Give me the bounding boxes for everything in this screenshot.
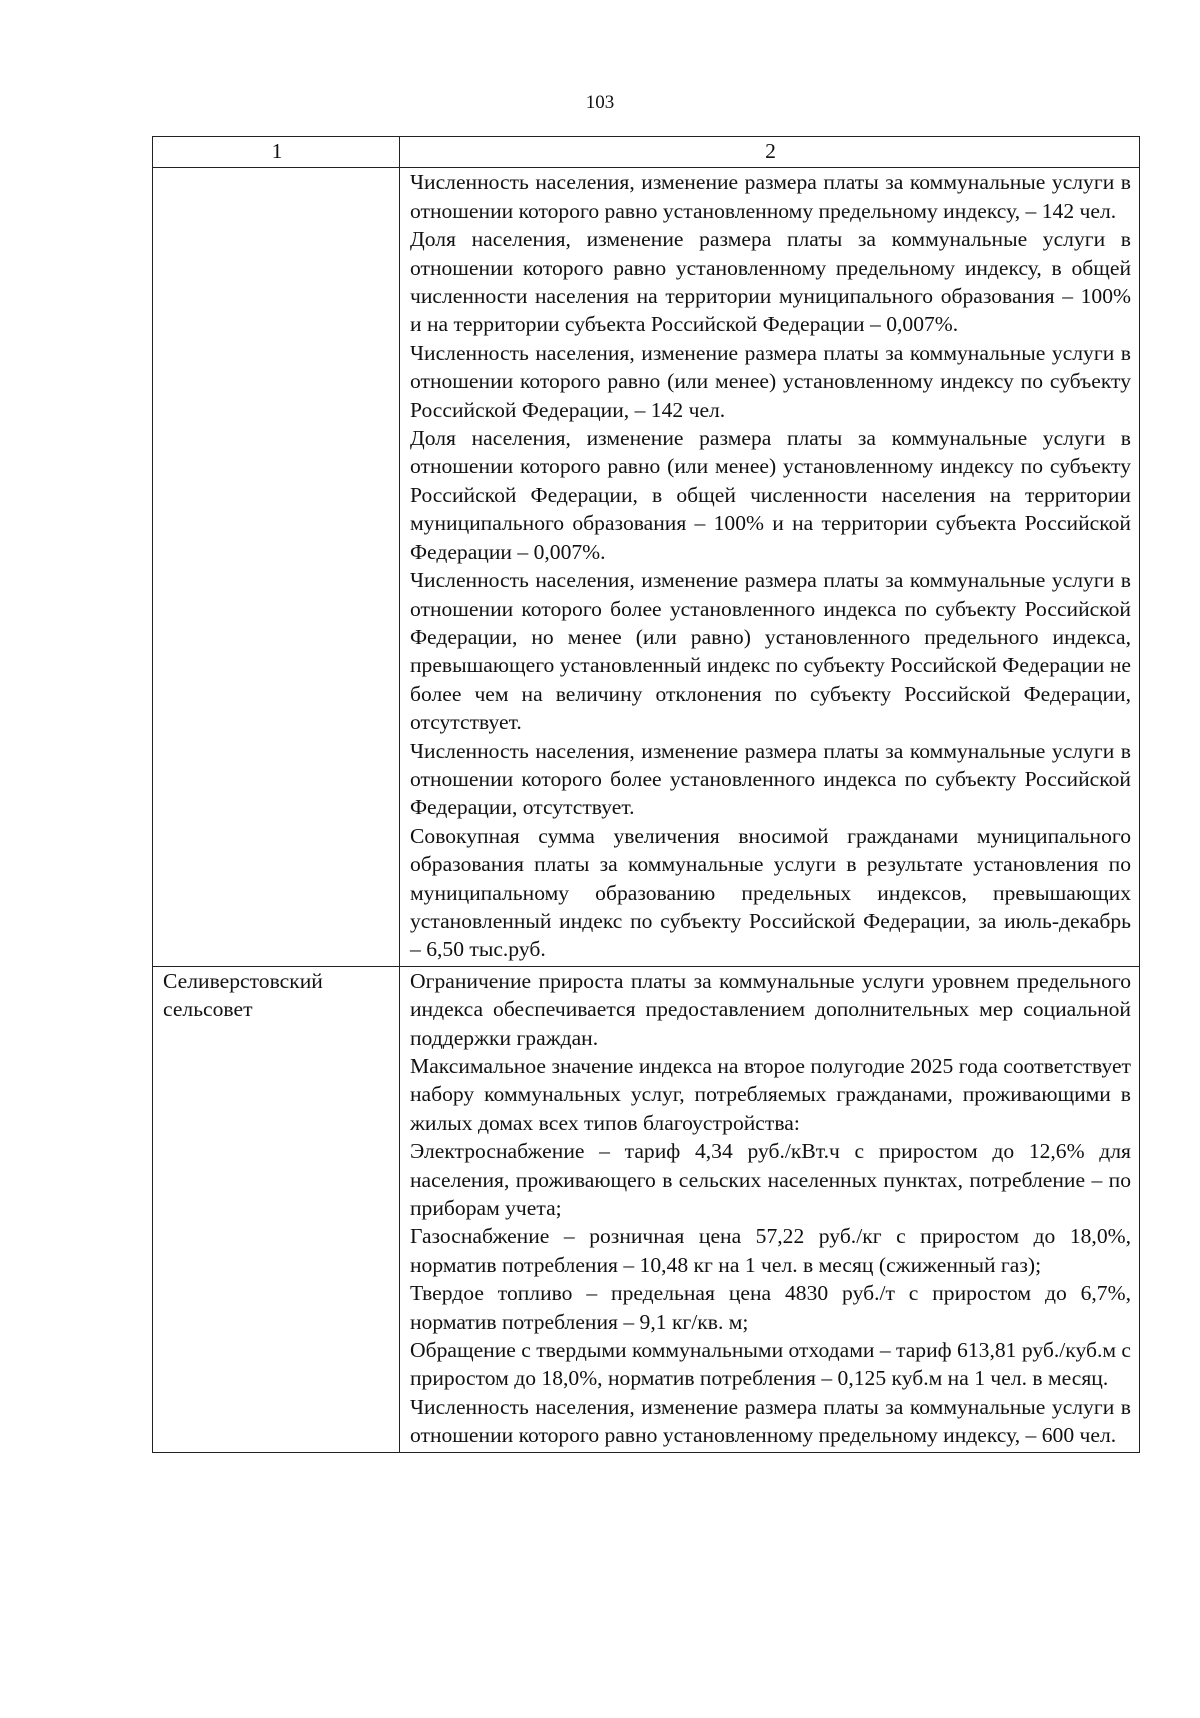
row-label-municipality [153, 966, 400, 1452]
page-number: 103 [585, 92, 615, 113]
paragraph: Численность населения, изменение размера платы за коммунальные услуги в отношении которого равно установленному предельному индексу, – 600 чел. [410, 1394, 1131, 1448]
paragraph: Численность населения, изменение размера платы за коммунальные услуги в отношении которого более установленного индекса по субъекту Российской Федерации, отсутствует. [410, 738, 1131, 820]
paragraph: Численность населения, изменение размера платы за коммунальные услуги в отношении которого равно установленному предельному индексу, – 142 чел. [410, 170, 1131, 223]
table-row [153, 168, 1140, 966]
row-content [400, 966, 1140, 1452]
paragraph: Численность населения, изменение размера платы за коммунальные услуги в отношении которого более установленного индекса по субъекту Российской Федерации, но менее (или равно) установленного предельного индекса, превышающего установленный индекс по субъекту Российской Федерации не более чем на величину отклонения по субъекту Российской Федерации, отсутствует. [410, 568, 1131, 735]
municipality-type: сельсовет [163, 997, 253, 1022]
paragraph: Максимальное значение индекса на второе полугодие 2025 года соответствует набору коммунальных услуг, потребляемых гражданами, проживающими в жилых домах всех типов благоустройства: [410, 1054, 1131, 1135]
paragraph: Численность населения, изменение размера платы за коммунальные услуги в отношении которого равно (или менее) установленному индексу по субъекту Российской Федерации, – 142 чел. [410, 340, 1131, 422]
paragraph: Доля населения, изменение размера платы за коммунальные услуги в отношении которого равно установленному предельному индексу, в общей численности населения на территории муниципального образования – 100% и на территории субъекта Российской Федерации – 0,007%. [410, 227, 1131, 337]
municipality-name: Селиверстовский [163, 968, 323, 993]
paragraph: Совокупная сумма увеличения вносимой гражданами муниципального образования платы за коммунальные услуги в результате установления по муниципальному образованию предельных индексов, превышающих установленный индекс по субъекту Российской Федерации, за июль-декабрь – 6,50 тыс.руб. [410, 823, 1131, 962]
data-table [152, 136, 1140, 1453]
column-header-1: 1 [153, 137, 400, 168]
row-label-empty [153, 168, 400, 966]
paragraph: Твердое топливо – предельная цена 4830 руб./т с приростом до 6,7%, норматив потребления – 9,1 кг/кв. м; [410, 1281, 1131, 1334]
paragraph: Ограничение прироста платы за коммунальные услуги уровнем предельного индекса обеспечивается предоставлением дополнительных мер социальной поддержки граждан. [410, 968, 1131, 1050]
table-header-row [153, 137, 1140, 168]
paragraph: Доля населения, изменение размера платы за коммунальные услуги в отношении которого равно (или менее) установленному индексу по субъекту Российской Федерации, в общей численности населения на территории муниципального образования – 100% и на территории субъекта Российской Федерации – 0,007%. [410, 426, 1131, 564]
column-header-2: 2 [400, 137, 1140, 168]
paragraph: Газоснабжение – розничная цена 57,22 руб./кг с приростом до 18,0%, норматив потребления – 10,48 кг на 1 чел. в месяц (сжиженный газ); [410, 1224, 1131, 1277]
paragraph: Обращение с твердыми коммунальными отходами – тариф 613,81 руб./куб.м с приростом до 18,0%, норматив потребления – 0,125 куб.м на 1 чел. в месяц. [410, 1338, 1131, 1391]
row-content [400, 168, 1140, 966]
table-row [153, 966, 1140, 1452]
paragraph: Электроснабжение – тариф 4,34 руб./кВт.ч с приростом до 12,6% для населения, проживающего в сельских населенных пунктах, потребление – по приборам учета; [410, 1139, 1131, 1221]
